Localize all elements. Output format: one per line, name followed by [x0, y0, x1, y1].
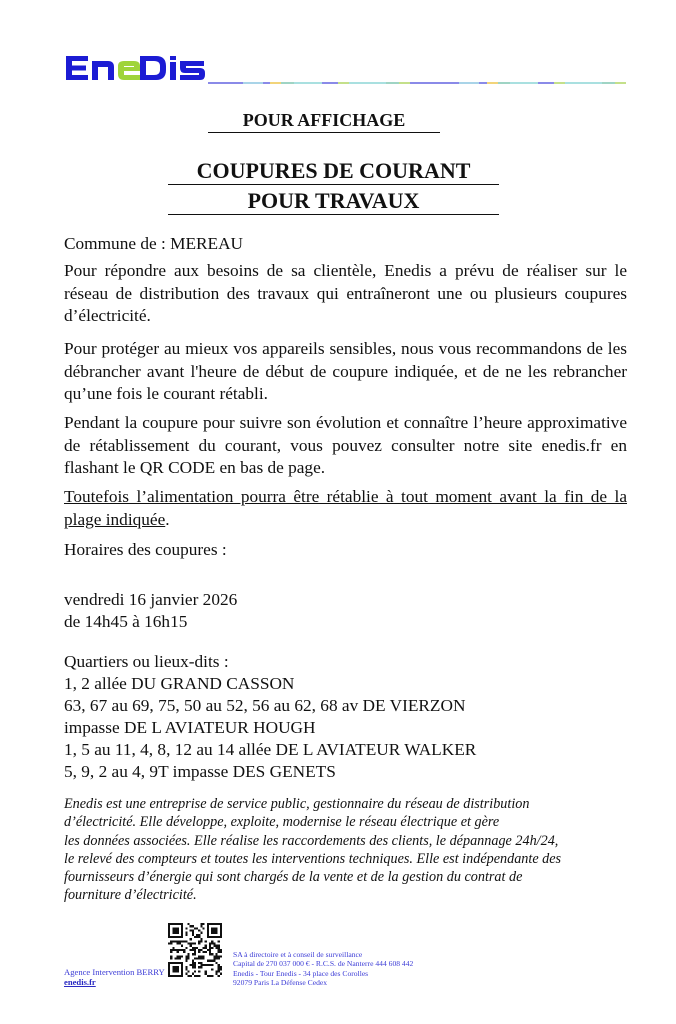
agency-info — [64, 967, 165, 987]
locations-label: Quartiers ou lieux-dits : — [64, 652, 229, 671]
about-line: d’électricité. Elle développe, exploite, modernise le réseau électrique et gère — [64, 814, 500, 831]
color-bar-segment — [294, 82, 322, 84]
schedule-time: de 14h45 à 16h15 — [64, 612, 188, 631]
color-bar-segment — [386, 82, 399, 84]
color-bar-segment — [270, 82, 281, 84]
posting-label: POUR AFFICHAGE — [208, 110, 440, 133]
title-line-2: POUR TRAVAUX — [168, 188, 499, 215]
color-bar-segment — [322, 82, 339, 84]
website-link[interactable]: enedis.fr — [64, 977, 96, 987]
legal-info — [233, 950, 413, 987]
color-bar-segment — [565, 82, 602, 84]
commune: Commune de : MEREAU — [64, 234, 244, 253]
about-line: les données associées. Elle réalise les raccordements des clients, le dépannage 24h/24, — [64, 832, 559, 849]
agency-name: Agence Intervention BERRY — [64, 967, 165, 977]
location-item: 5, 9, 2 au 4, 9T impasse DES GENETS — [64, 762, 336, 781]
schedule-date: vendredi 16 janvier 2026 — [64, 590, 238, 609]
about-line: fournisseurs d’énergie qui sont chargés de la vente et de la gestion du contrat de — [64, 869, 523, 886]
color-bar-segment — [208, 82, 243, 84]
warning-period: . — [165, 509, 170, 529]
paragraph-intro: Pour répondre aux besoins de sa clientèle, Enedis a prévu de réaliser sur le réseau de distribution des travaux qui entraîneront une ou plusieurs coupures d’électricité. — [64, 261, 627, 325]
warning-text: Toutefois l’alimentation pourra être rétablie à tout moment avant la fin de la plage indiquée — [64, 487, 627, 529]
color-bar-segment — [349, 82, 386, 84]
color-bar-segment — [479, 82, 486, 84]
color-bar-segment — [459, 82, 479, 84]
location-item: impasse DE L AVIATEUR HOUGH — [64, 718, 316, 737]
color-bar-segment — [338, 82, 349, 84]
paragraph-protection: Pour protéger au mieux vos appareils sensibles, nous vous recommandons de les débrancher avant l'heure de début de coupure indiquée, et de ne les rebrancher qu’une fois le courant rétabli. — [64, 339, 627, 403]
legal-line: SA à directoire et à conseil de surveillance — [233, 950, 363, 959]
color-bar-segment — [410, 82, 460, 84]
warning-notice — [64, 486, 627, 531]
color-bar-segment — [498, 82, 511, 84]
color-bar-segment — [399, 82, 410, 84]
paragraph-tracking: Pendant la coupure pour suivre son évolution et connaître l’heure approximative de rétablissement du courant, vous pouvez consulter notre site enedis.fr en flashant le QR CODE en bas de page. — [64, 413, 627, 477]
brand-color-bar — [208, 82, 626, 84]
color-bar-segment — [263, 82, 270, 84]
legal-line: 92079 Paris La Défense Cedex — [233, 977, 328, 987]
color-bar-segment — [602, 82, 615, 84]
color-bar-segment — [487, 82, 498, 84]
color-bar-segment — [281, 82, 294, 84]
enedis-logo-icon — [64, 52, 209, 84]
color-bar-segment — [615, 82, 626, 84]
color-bar-segment — [538, 82, 555, 84]
color-bar-segment — [554, 82, 565, 84]
about-line: Enedis est une entreprise de service public, gestionnaire du réseau de distribution — [64, 796, 530, 812]
legal-line: Enedis - Tour Enedis - 34 place des Corolles — [233, 968, 369, 978]
about-enedis — [64, 795, 629, 905]
location-item: 63, 67 au 69, 75, 50 au 52, 56 au 62, 68 av DE VIERZON — [64, 696, 466, 715]
location-item: 1, 2 allée DU GRAND CASSON — [64, 674, 295, 693]
enedis-logo — [64, 52, 209, 84]
color-bar-segment — [243, 82, 263, 84]
qr-code-icon[interactable] — [168, 923, 222, 977]
location-item: 1, 5 au 11, 4, 8, 12 au 14 allée DE L AVIATEUR WALKER — [64, 740, 477, 759]
color-bar-segment — [510, 82, 538, 84]
legal-line: Capital de 270 037 000 € - R.C.S. de Nanterre 444 608 442 — [233, 959, 414, 969]
about-line: le relevé des compteurs et toutes les interventions techniques. Elle est indépendante des — [64, 850, 562, 867]
schedule-label: Horaires des coupures : — [64, 540, 227, 559]
title-line-1: COUPURES DE COURANT — [168, 158, 499, 185]
about-line: fourniture d’électricité. — [64, 887, 197, 904]
